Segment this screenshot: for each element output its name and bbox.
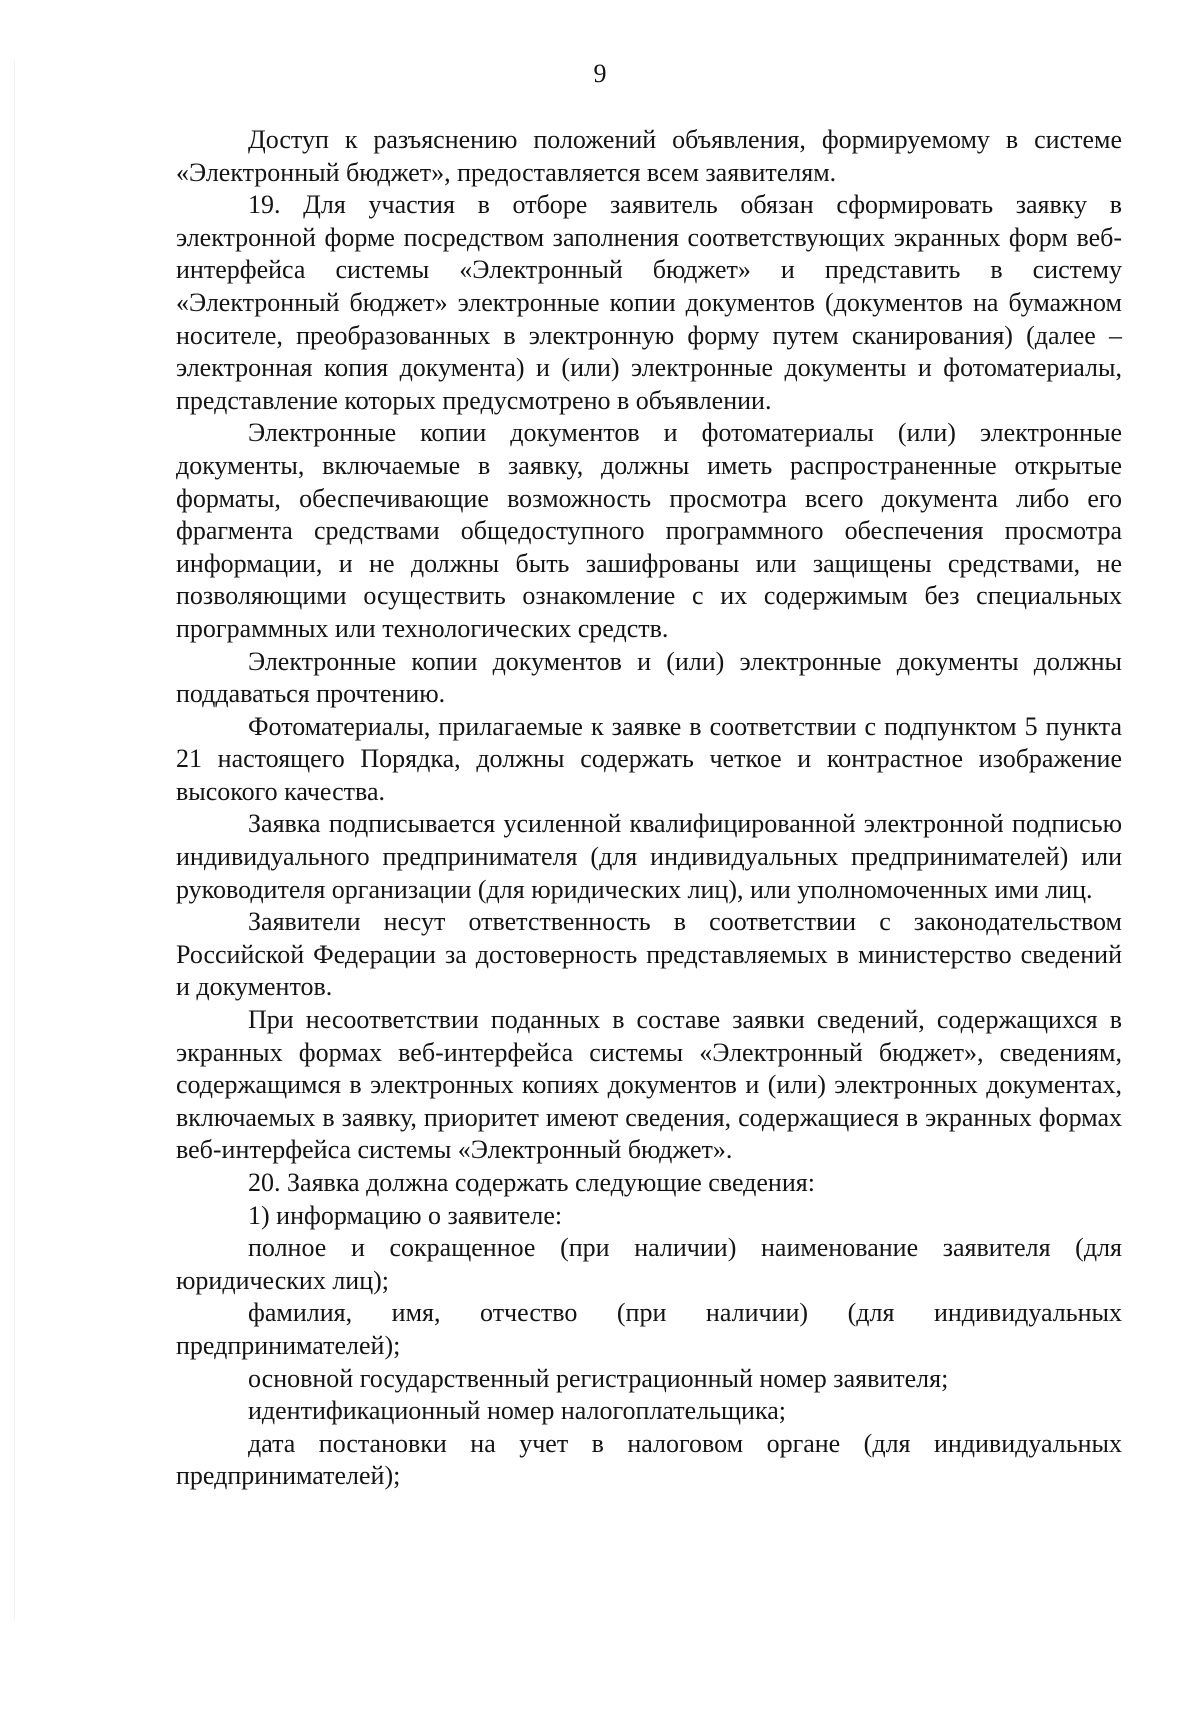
- list-item-tax-registration-date: дата постановки на учет в налоговом органе (для индивидуальных предпринимателей);: [176, 1428, 1122, 1491]
- paragraph-20-required-info: 20. Заявка должна содержать следующие сведения:: [248, 1168, 815, 1197]
- paragraph-readability: Электронные копии документов и (или) электронные документы должны поддаваться прочтению.: [176, 646, 1122, 709]
- list-item-full-name-org: полное и сокращенное (при наличии) наименование заявителя (для юридических лиц);: [176, 1233, 1122, 1295]
- list-item-inn: идентификационный номер налогоплательщика;: [248, 1396, 786, 1426]
- paragraph-priority-of-forms: При несоответствии поданных в составе заявки сведений, содержащихся в экранных формах веб-интерфейса системы «Электронный бюджет», сведениям, содержащимся в электронных копиях документов и (или) электронных документах, включаемых в заявку, приоритет имеют сведения, содержащиеся в экранных формах веб-интерфейса системы «Электронный бюджет».: [176, 1005, 1122, 1165]
- page-number: 9: [593, 59, 607, 88]
- paragraph-responsibility: Заявители несут ответственность в соответствии с законодательством Российской Федерации за достоверность представляемых в министерство сведений и документов.: [176, 907, 1122, 1002]
- document-body: [176, 124, 1122, 1493]
- paragraph-file-formats: Электронные копии документов и фотоматериалы (или) электронные документы, включаемые в заявку, должны иметь распространенные открытые форматы, обеспечивающие возможность просмотра всего документа либо его фрагмента средствами общедоступного программного обеспечения просмотра информации, и не должны быть зашифрованы или защищены средствами, не позволяющими осуществить ознакомление с их содержимым без специальных программных или технологических средств.: [176, 418, 1122, 643]
- paragraph-19-application-form: 19. Для участия в отборе заявитель обязан сформировать заявку в электронной форме посредством заполнения соответствующих экранных форм веб-интерфейса системы «Электронный бюджет» и представить в систему «Электронный бюджет» электронные копии документов (документов на бумажном носителе, преобразованных в электронную форму путем сканирования) (далее – электронная копия документа) и (или) электронные документы и фотоматериалы, представление которых предусмотрено в объявлении.: [176, 190, 1122, 415]
- paragraph-signature: Заявка подписывается усиленной квалифицированной электронной подписью индивидуального предпринимателя (для индивидуальных предпринимателей) или руководителя организации (для юридических лиц), или уполномоченных ими лиц.: [176, 809, 1122, 904]
- list-item-applicant-info: 1) информацию о заявителе:: [248, 1200, 563, 1230]
- list-item-full-name-person: фамилия, имя, отчество (при наличии) (для индивидуальных предпринимателей);: [176, 1298, 1122, 1360]
- scan-edge-line: [14, 60, 15, 1620]
- list-item-ogrn: основной государственный регистрационный номер заявителя;: [248, 1363, 949, 1393]
- paragraph-photo-materials: Фотоматериалы, прилагаемые к заявке в соответствии с подпунктом 5 пункта 21 настоящего Порядка, должны содержать четкое и контрастное изображение высокого качества.: [176, 711, 1122, 806]
- paragraph-access-clarification: Доступ к разъяснению положений объявления, формируемому в системе «Электронный бюджет», предоставляется всем заявителям.: [176, 125, 1122, 187]
